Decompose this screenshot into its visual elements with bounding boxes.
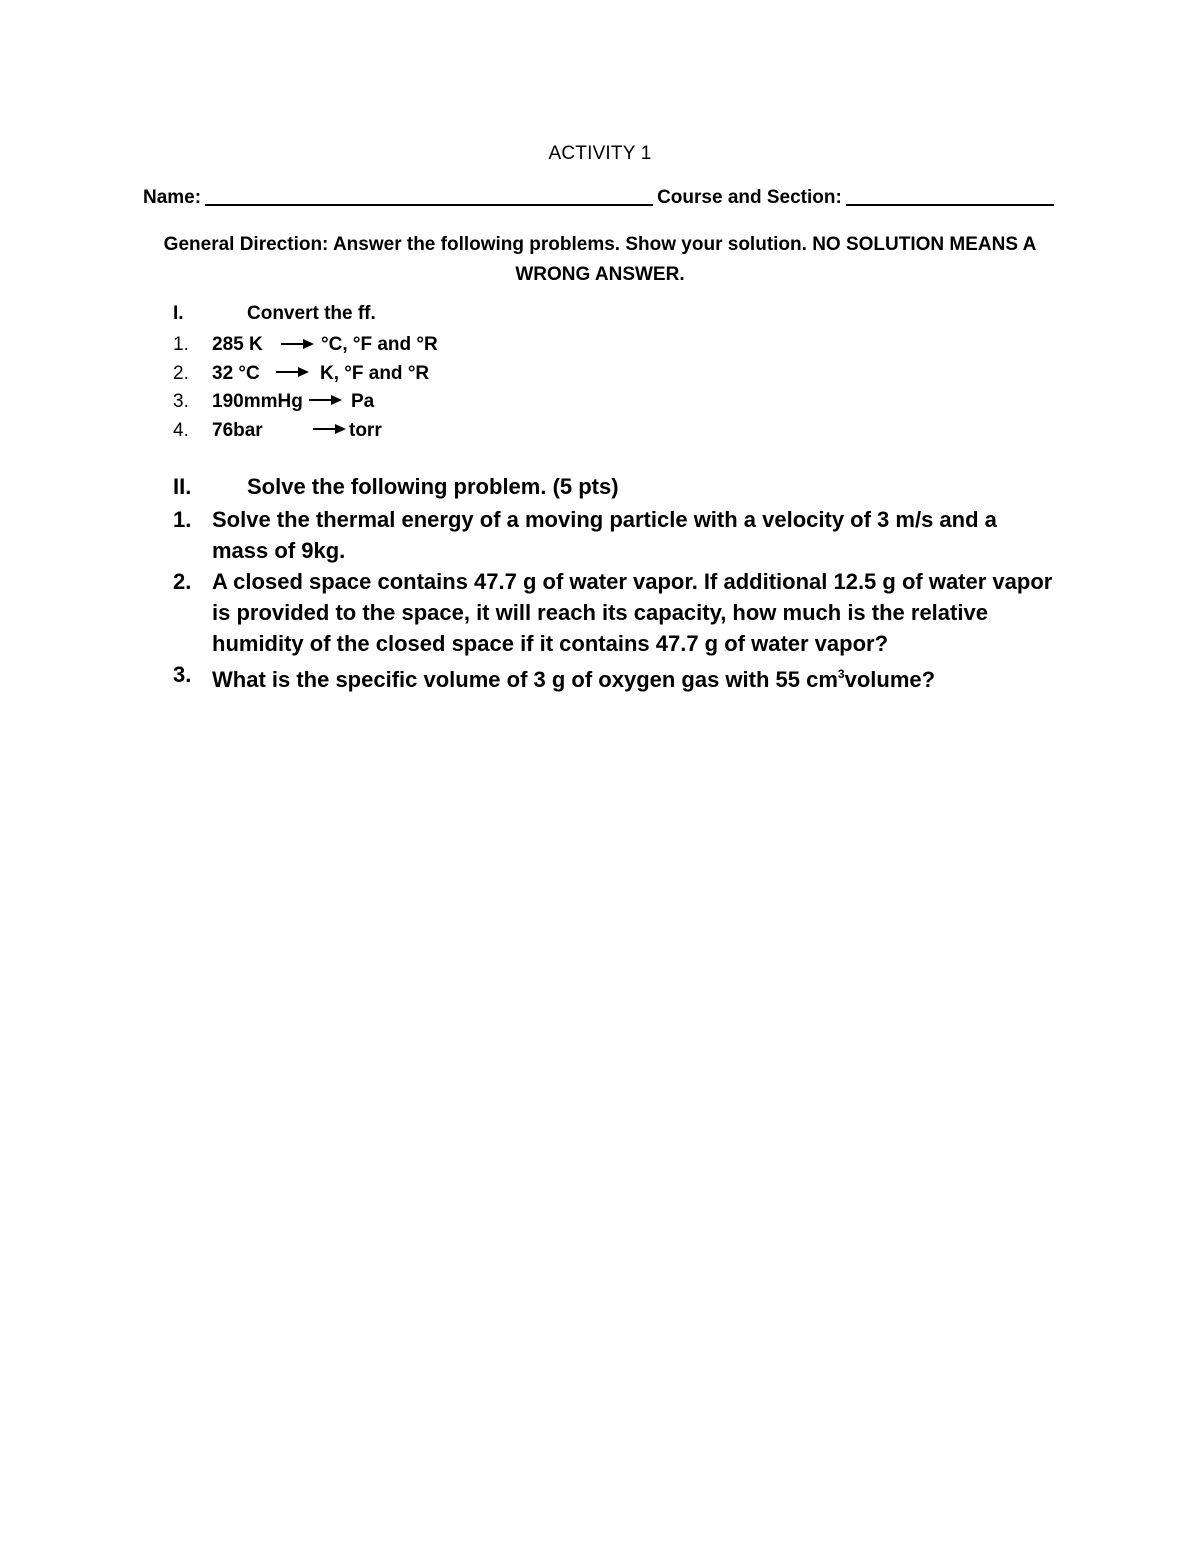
item-number: 4.: [173, 419, 189, 441]
section-2-title: Solve the following problem. (5 pts): [247, 474, 619, 499]
section-2-heading: [173, 474, 619, 500]
name-course-line: [143, 186, 1058, 209]
section-1-roman: I.: [173, 303, 184, 324]
conversion-from: 76bar: [212, 419, 263, 441]
right-arrow-icon: [276, 363, 310, 383]
problem-list: [173, 504, 1053, 695]
section-1-heading: [173, 303, 376, 325]
conversion-from: 285 K: [212, 334, 263, 355]
item-number: 2.: [173, 362, 189, 384]
conversion-item: [173, 389, 375, 418]
superscript: 3: [837, 667, 845, 681]
course-section-label: Course and Section:: [657, 187, 842, 208]
problem-text: Solve the thermal energy of a moving particle with a velocity of 3 m/s and a mass of 9kg.: [212, 507, 997, 563]
item-number: 1.: [173, 334, 189, 355]
conversion-from: 190mmHg: [212, 391, 303, 412]
general-direction: General Direction: Answer the following problems. Show your solution. NO SOLUTION MEANS A WRONG ANSWER.: [163, 234, 1037, 285]
item-number: 2.: [173, 569, 192, 594]
conversion-item: [173, 332, 438, 361]
conversion-to: K, °F and °R: [320, 362, 430, 384]
problem-text: A closed space contains 47.7 g of water vapor. If additional 12.5 g of water vapor is provided to the space, it will reach its capacity, how much is the relative humidity of the closed space if it contains 47.7 g of water vapor?: [212, 569, 1053, 656]
problem-item: [173, 566, 1053, 659]
right-arrow-icon: [309, 391, 343, 411]
problem-text-after: volume?: [844, 667, 936, 692]
right-arrow-icon: [281, 334, 315, 354]
problem-text: [212, 659, 1053, 695]
section-1-title: Convert the ff.: [247, 303, 376, 324]
problem-item: [173, 659, 1053, 695]
conversion-from: 32 °C: [212, 362, 260, 384]
course-section-blank[interactable]: [846, 186, 1054, 206]
item-number: 3.: [173, 662, 192, 687]
problem-item: [173, 504, 1053, 566]
item-number: 3.: [173, 391, 189, 412]
conversion-list: [173, 332, 438, 446]
conversion-to: torr: [349, 419, 382, 441]
name-blank[interactable]: [205, 186, 653, 206]
conversion-to: °C, °F and °R: [321, 334, 438, 355]
page-title: ACTIVITY 1: [548, 143, 652, 164]
conversion-item: [173, 418, 382, 447]
conversion-item: [173, 361, 430, 390]
item-number: 1.: [173, 507, 192, 532]
right-arrow-icon: [313, 420, 347, 440]
conversion-to: Pa: [351, 391, 375, 412]
name-label: Name:: [143, 187, 202, 208]
problem-text-before: What is the specific volume of 3 g of oxygen gas with 55 cm: [212, 667, 838, 692]
section-2-roman: II.: [173, 474, 192, 499]
